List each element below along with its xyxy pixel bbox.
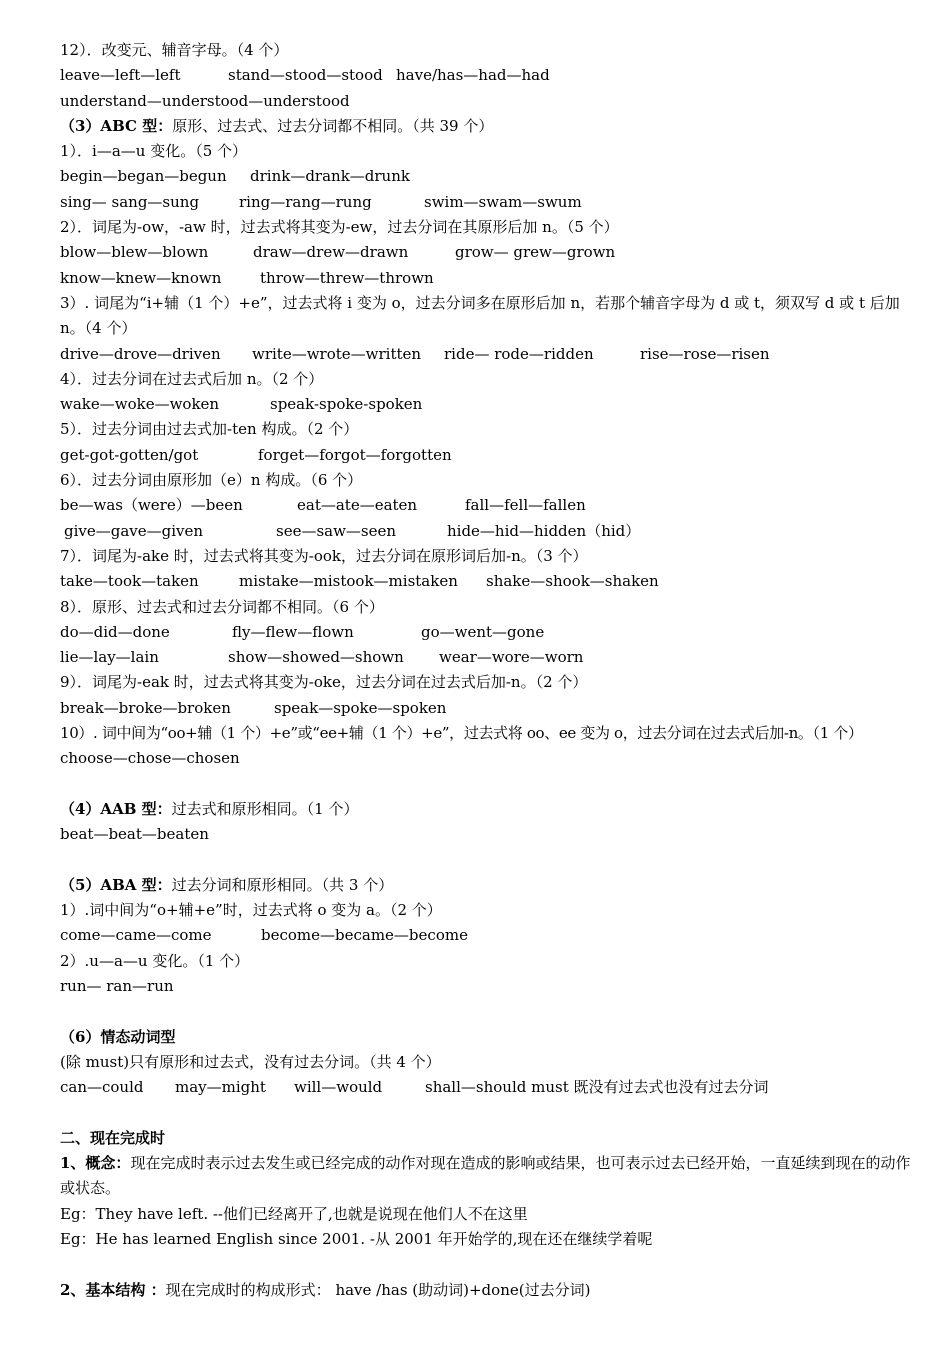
blank-line bbox=[60, 999, 922, 1024]
verb-row bbox=[60, 620, 922, 645]
text-line: 1）．i—a—u 变化。（5 个） bbox=[60, 142, 248, 161]
text-line: 10）. 词中间为“oo+辅（1 个）+e”或“ee+辅（1 个）+e”，过去式将 oo、ee 变为 o，过去分词在过去式后加-n。（1 个） bbox=[60, 724, 863, 743]
verb-forms: get-got-gotten/got bbox=[60, 445, 199, 464]
text-line: 6）．过去分词由原形加（e）n 构成。（6 个） bbox=[60, 471, 363, 490]
verb-forms: shake—shook—shaken bbox=[486, 572, 659, 591]
heading-label: （5）ABA 型： bbox=[60, 875, 172, 894]
blank-line bbox=[60, 1100, 922, 1125]
text-line: 4）．过去分词在过去式后加 n。（2 个） bbox=[60, 369, 324, 388]
concept-text: 现在完成时表示过去发生或已经完成的动作对现在造成的影响或结果，也可表示过去已经开始，一直延续到现在的动作或状态。 bbox=[60, 1154, 911, 1198]
blank-line bbox=[60, 772, 922, 797]
text-line: 7）．词尾为-ake 时，过去式将其变为-ook，过去分词在原形词后加-n。（3 个） bbox=[60, 546, 588, 565]
verb-forms: will—would bbox=[294, 1078, 383, 1097]
verb-row bbox=[60, 519, 922, 544]
verb-forms: shall—should must 既没有过去式也没有过去分词 bbox=[425, 1078, 769, 1097]
verb-forms: drink—drank—drunk bbox=[250, 167, 410, 186]
verb-row bbox=[60, 164, 922, 189]
verb-row bbox=[60, 266, 922, 291]
verb-forms: ring—rang—rung bbox=[239, 192, 372, 211]
verb-forms: rise—rose—risen bbox=[640, 344, 770, 363]
verb-row bbox=[60, 923, 922, 948]
text-line: choose—chose—chosen bbox=[60, 749, 240, 768]
heading-label: 二、现在完成时 bbox=[60, 1128, 166, 1147]
example-line: Eg：They have left. --他们已经离开了,也就是说现在他们人不在这里 bbox=[60, 1204, 528, 1223]
verb-forms: blow—blew—blown bbox=[60, 243, 209, 262]
verb-forms: can—could bbox=[60, 1078, 144, 1097]
verb-forms: see—saw—seen bbox=[276, 521, 397, 540]
verb-row bbox=[60, 392, 922, 417]
heading-text: 原形、过去式、过去分词都不相同。（共 39 个） bbox=[172, 116, 494, 135]
verb-row bbox=[60, 342, 922, 367]
text-line: 5）．过去分词由过去式加-ten 构成。（2 个） bbox=[60, 420, 359, 439]
heading-text: 过去式和原形相同。（1 个） bbox=[171, 799, 359, 818]
verb-row bbox=[60, 493, 922, 518]
verb-forms: forget—forgot—forgotten bbox=[258, 445, 452, 464]
structure-text: 现在完成时的构成形式： have /has (助动词)+done(过去分词) bbox=[165, 1280, 591, 1299]
verb-row bbox=[60, 569, 922, 594]
verb-forms: take—took—taken bbox=[60, 572, 199, 591]
verb-forms: grow— grew—grown bbox=[455, 243, 616, 262]
blank-line bbox=[60, 848, 922, 873]
verb-forms: leave—left—left bbox=[60, 66, 181, 85]
heading-label: （6）情态动词型 bbox=[60, 1027, 176, 1046]
verb-row bbox=[60, 190, 922, 215]
verb-forms: speak-spoke-spoken bbox=[270, 395, 423, 414]
heading-label: （3）ABC 型： bbox=[60, 116, 173, 135]
verb-forms: break—broke—broken bbox=[60, 698, 231, 717]
text-line: understand—understood—understood bbox=[60, 91, 350, 110]
section-heading bbox=[60, 1025, 922, 1050]
verb-forms: eat—ate—eaten bbox=[297, 496, 418, 515]
text-line: 9）．词尾为-eak 时，过去式将其变为-oke，过去分词在过去式后加-n。（2 个） bbox=[60, 673, 588, 692]
verb-row bbox=[60, 443, 922, 468]
verb-forms: wear—wore—worn bbox=[439, 648, 584, 667]
blank-line bbox=[60, 1252, 922, 1277]
verb-row bbox=[60, 645, 922, 670]
structure-label: 2、基本结构 ： bbox=[60, 1280, 166, 1299]
verb-forms: speak—spoke—spoken bbox=[274, 698, 447, 717]
verb-forms: give—gave—given bbox=[64, 521, 204, 540]
verb-row bbox=[60, 1075, 922, 1100]
verb-forms: come—came—come bbox=[60, 926, 212, 945]
verb-forms: fall—fell—fallen bbox=[465, 496, 586, 515]
verb-forms: write—wrote—written bbox=[252, 344, 422, 363]
concept-paragraph bbox=[60, 1151, 922, 1202]
heading-label: （4）AAB 型： bbox=[60, 799, 172, 818]
verb-forms: become—became—become bbox=[261, 926, 468, 945]
verb-forms: begin—began—begun bbox=[60, 167, 227, 186]
text-line: 2）．词尾为-ow，-aw 时，过去式将其变为-ew，过去分词在其原形后加 n。（5 个） bbox=[60, 218, 619, 237]
section-heading bbox=[60, 114, 922, 139]
verb-row bbox=[60, 240, 922, 265]
example-line: Eg：He has learned English since 2001. -从 2001 年开始学的,现在还在继续学着呢 bbox=[60, 1229, 653, 1248]
text-line: 2）.u—a—u 变化。（1 个） bbox=[60, 951, 250, 970]
verb-forms: have/has—had—had bbox=[396, 66, 550, 85]
document-body bbox=[60, 38, 922, 1303]
verb-forms: wake—woke—woken bbox=[60, 395, 220, 414]
verb-forms: know—knew—known bbox=[60, 268, 222, 287]
section-heading bbox=[60, 873, 922, 898]
verb-forms: hide—hid—hidden（hid） bbox=[447, 521, 641, 540]
verb-forms: show—showed—shown bbox=[228, 648, 404, 667]
text-line: (除 must)只有原形和过去式，没有过去分词。（共 4 个） bbox=[60, 1052, 441, 1071]
verb-forms: throw—threw—thrown bbox=[260, 268, 434, 287]
text-paragraph: 3）. 词尾为“i+辅（1 个）+e”，过去式将 i 变为 o，过去分词多在原形后加 n，若那个辅音字母为 d 或 t，须双写 d 或 t 后加 n。（4 个） bbox=[60, 293, 900, 338]
verb-row bbox=[60, 63, 922, 88]
text-line: 8）．原形、过去式和过去分词都不相同。（6 个） bbox=[60, 597, 384, 616]
verb-forms: stand—stood—stood bbox=[228, 66, 383, 85]
text-line: 12）．改变元、辅音字母。（4 个） bbox=[60, 41, 289, 59]
verb-forms: mistake—mistook—mistaken bbox=[239, 572, 458, 591]
verb-forms: be—was（were）—been bbox=[60, 496, 243, 515]
heading-text: 过去分词和原形相同。（共 3 个） bbox=[171, 875, 394, 894]
verb-forms: go—went—gone bbox=[421, 622, 545, 641]
section-heading bbox=[60, 797, 922, 822]
verb-forms: fly—flew—flown bbox=[232, 622, 354, 641]
verb-forms: lie—lay—lain bbox=[60, 648, 159, 667]
text-line: run— ran—run bbox=[60, 976, 174, 995]
verb-forms: do—did—done bbox=[60, 622, 170, 641]
verb-forms: may—might bbox=[175, 1078, 266, 1097]
verb-forms: ride— rode—ridden bbox=[444, 344, 594, 363]
verb-forms: drive—drove—driven bbox=[60, 344, 221, 363]
structure-line bbox=[60, 1278, 922, 1303]
text-line: 1）.词中间为“o+辅+e”时，过去式将 o 变为 a。（2 个） bbox=[60, 901, 442, 920]
concept-label: 1、概念： bbox=[60, 1154, 131, 1173]
verb-forms: draw—drew—drawn bbox=[253, 243, 409, 262]
text-line: beat—beat—beaten bbox=[60, 825, 209, 844]
verb-row bbox=[60, 696, 922, 721]
chapter-heading bbox=[60, 1126, 922, 1151]
verb-forms: swim—swam—swum bbox=[424, 192, 582, 211]
verb-forms: sing— sang—sung bbox=[60, 192, 200, 211]
